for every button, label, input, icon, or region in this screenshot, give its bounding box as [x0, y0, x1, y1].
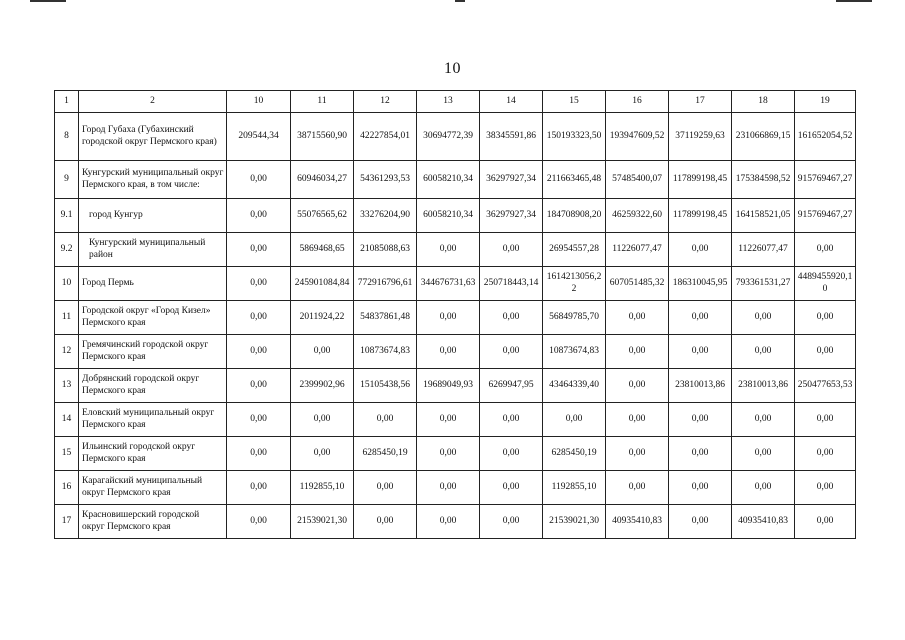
value-cell: 43464339,40 — [543, 369, 606, 403]
value-cell: 0,00 — [795, 335, 856, 369]
value-cell: 0,00 — [732, 471, 795, 505]
value-cell: 0,00 — [480, 471, 543, 505]
value-cell: 38345591,86 — [480, 113, 543, 161]
budget-table — [54, 90, 856, 539]
value-cell: 0,00 — [606, 301, 669, 335]
row-number: 9 — [55, 161, 79, 199]
value-cell: 0,00 — [606, 403, 669, 437]
value-cell: 0,00 — [227, 267, 291, 301]
value-cell: 21539021,30 — [543, 505, 606, 539]
table-row — [55, 369, 856, 403]
value-cell: 38715560,90 — [291, 113, 354, 161]
value-cell: 57485400,07 — [606, 161, 669, 199]
value-cell: 21539021,30 — [291, 505, 354, 539]
value-cell: 0,00 — [732, 335, 795, 369]
value-cell: 26954557,28 — [543, 233, 606, 267]
municipality-name: Кунгурский муниципальный округ Пермского края, в том числе: — [79, 161, 227, 199]
table-row — [55, 335, 856, 369]
column-header: 14 — [480, 91, 543, 113]
value-cell: 250477653,53 — [795, 369, 856, 403]
value-cell: 0,00 — [417, 471, 480, 505]
value-cell: 0,00 — [606, 369, 669, 403]
value-cell: 6269947,95 — [480, 369, 543, 403]
value-cell: 0,00 — [795, 301, 856, 335]
table-body — [55, 91, 856, 539]
value-cell: 56849785,70 — [543, 301, 606, 335]
municipality-name: Красновишерский городской округ Пермского края — [79, 505, 227, 539]
value-cell: 117899198,45 — [669, 199, 732, 233]
municipality-name: Город Пермь — [79, 267, 227, 301]
value-cell: 607051485,32 — [606, 267, 669, 301]
page-number: 10 — [444, 60, 461, 77]
value-cell: 0,00 — [480, 505, 543, 539]
value-cell: 0,00 — [417, 403, 480, 437]
value-cell: 0,00 — [795, 505, 856, 539]
table-row — [55, 267, 856, 301]
column-header: 18 — [732, 91, 795, 113]
value-cell: 0,00 — [795, 437, 856, 471]
value-cell: 209544,34 — [227, 113, 291, 161]
value-cell: 42227854,01 — [354, 113, 417, 161]
value-cell: 0,00 — [227, 437, 291, 471]
column-header: 10 — [227, 91, 291, 113]
scan-mark-right — [836, 0, 872, 2]
column-header: 2 — [79, 91, 227, 113]
value-cell: 15105438,56 — [354, 369, 417, 403]
value-cell: 37119259,63 — [669, 113, 732, 161]
table-row — [55, 199, 856, 233]
value-cell: 344676731,63 — [417, 267, 480, 301]
row-number: 17 — [55, 505, 79, 539]
value-cell: 0,00 — [480, 301, 543, 335]
row-number: 16 — [55, 471, 79, 505]
municipality-name: Кунгурский муниципальный район — [79, 233, 227, 267]
table-row — [55, 471, 856, 505]
value-cell: 0,00 — [732, 301, 795, 335]
value-cell: 0,00 — [480, 335, 543, 369]
value-cell: 10873674,83 — [354, 335, 417, 369]
value-cell: 117899198,45 — [669, 161, 732, 199]
value-cell: 0,00 — [732, 403, 795, 437]
value-cell: 60058210,34 — [417, 199, 480, 233]
row-number: 13 — [55, 369, 79, 403]
value-cell: 0,00 — [227, 199, 291, 233]
value-cell: 0,00 — [291, 403, 354, 437]
value-cell: 0,00 — [480, 233, 543, 267]
value-cell: 10873674,83 — [543, 335, 606, 369]
value-cell: 0,00 — [795, 471, 856, 505]
value-cell: 0,00 — [227, 161, 291, 199]
value-cell: 0,00 — [606, 471, 669, 505]
value-cell: 0,00 — [669, 403, 732, 437]
municipality-name: Карагайский муниципальный округ Пермского края — [79, 471, 227, 505]
row-number: 9.2 — [55, 233, 79, 267]
value-cell: 0,00 — [227, 233, 291, 267]
value-cell: 231066869,15 — [732, 113, 795, 161]
value-cell: 0,00 — [543, 403, 606, 437]
value-cell: 0,00 — [606, 437, 669, 471]
row-number: 12 — [55, 335, 79, 369]
value-cell: 6285450,19 — [354, 437, 417, 471]
value-cell: 40935410,83 — [732, 505, 795, 539]
value-cell: 46259322,60 — [606, 199, 669, 233]
municipality-name: Добрянский городской округ Пермского края — [79, 369, 227, 403]
value-cell: 0,00 — [227, 369, 291, 403]
value-cell: 0,00 — [417, 233, 480, 267]
row-number: 9.1 — [55, 199, 79, 233]
value-cell: 36297927,34 — [480, 199, 543, 233]
value-cell: 0,00 — [354, 403, 417, 437]
value-cell: 1614213056,22 — [543, 267, 606, 301]
value-cell: 0,00 — [669, 437, 732, 471]
value-cell: 0,00 — [669, 505, 732, 539]
value-cell: 0,00 — [669, 335, 732, 369]
value-cell: 0,00 — [417, 335, 480, 369]
value-cell: 211663465,48 — [543, 161, 606, 199]
value-cell: 21085088,63 — [354, 233, 417, 267]
column-header: 13 — [417, 91, 480, 113]
value-cell: 2011924,22 — [291, 301, 354, 335]
column-header: 11 — [291, 91, 354, 113]
value-cell: 0,00 — [417, 437, 480, 471]
column-header: 17 — [669, 91, 732, 113]
column-header: 12 — [354, 91, 417, 113]
row-number: 15 — [55, 437, 79, 471]
value-cell: 0,00 — [417, 505, 480, 539]
value-cell: 0,00 — [795, 403, 856, 437]
value-cell: 250718443,14 — [480, 267, 543, 301]
value-cell: 193947609,52 — [606, 113, 669, 161]
value-cell: 0,00 — [732, 437, 795, 471]
value-cell: 150193323,50 — [543, 113, 606, 161]
municipality-name: Гремячинский городской округ Пермского края — [79, 335, 227, 369]
value-cell: 5869468,65 — [291, 233, 354, 267]
value-cell: 54361293,53 — [354, 161, 417, 199]
municipality-name: город Кунгур — [79, 199, 227, 233]
municipality-name: Еловский муниципальный округ Пермского края — [79, 403, 227, 437]
value-cell: 2399902,96 — [291, 369, 354, 403]
value-cell: 161652054,52 — [795, 113, 856, 161]
value-cell: 0,00 — [354, 471, 417, 505]
value-cell: 1192855,10 — [543, 471, 606, 505]
value-cell: 33276204,90 — [354, 199, 417, 233]
value-cell: 23810013,86 — [669, 369, 732, 403]
value-cell: 11226077,47 — [606, 233, 669, 267]
municipality-name: Город Губаха (Губахинский городской округ Пермского края) — [79, 113, 227, 161]
column-header: 19 — [795, 91, 856, 113]
value-cell: 0,00 — [795, 233, 856, 267]
table-row — [55, 403, 856, 437]
value-cell: 0,00 — [669, 233, 732, 267]
value-cell: 55076565,62 — [291, 199, 354, 233]
column-header: 15 — [543, 91, 606, 113]
value-cell: 0,00 — [227, 471, 291, 505]
value-cell: 60946034,27 — [291, 161, 354, 199]
value-cell: 0,00 — [606, 335, 669, 369]
table-row — [55, 505, 856, 539]
row-number: 10 — [55, 267, 79, 301]
row-number: 14 — [55, 403, 79, 437]
value-cell: 184708908,20 — [543, 199, 606, 233]
value-cell: 0,00 — [669, 471, 732, 505]
value-cell: 164158521,05 — [732, 199, 795, 233]
value-cell: 0,00 — [291, 335, 354, 369]
table-header-row — [55, 91, 856, 113]
value-cell: 915769467,27 — [795, 161, 856, 199]
table-row — [55, 233, 856, 267]
value-cell: 0,00 — [227, 335, 291, 369]
value-cell: 0,00 — [480, 437, 543, 471]
value-cell: 0,00 — [417, 301, 480, 335]
value-cell: 4489455920,10 — [795, 267, 856, 301]
value-cell: 30694772,39 — [417, 113, 480, 161]
value-cell: 0,00 — [227, 301, 291, 335]
value-cell: 793361531,27 — [732, 267, 795, 301]
value-cell: 36297927,34 — [480, 161, 543, 199]
municipality-name: Ильинский городской округ Пермского края — [79, 437, 227, 471]
municipality-name: Городской округ «Город Кизел» Пермского края — [79, 301, 227, 335]
value-cell: 11226077,47 — [732, 233, 795, 267]
value-cell: 6285450,19 — [543, 437, 606, 471]
value-cell: 19689049,93 — [417, 369, 480, 403]
value-cell: 915769467,27 — [795, 199, 856, 233]
value-cell: 0,00 — [291, 437, 354, 471]
table-row — [55, 301, 856, 335]
value-cell: 245901084,84 — [291, 267, 354, 301]
scan-mark-center — [455, 0, 465, 2]
value-cell: 0,00 — [669, 301, 732, 335]
value-cell: 54837861,48 — [354, 301, 417, 335]
value-cell: 0,00 — [227, 505, 291, 539]
scan-mark-left — [30, 0, 66, 2]
column-header: 1 — [55, 91, 79, 113]
value-cell: 40935410,83 — [606, 505, 669, 539]
value-cell: 0,00 — [480, 403, 543, 437]
value-cell: 772916796,61 — [354, 267, 417, 301]
value-cell: 1192855,10 — [291, 471, 354, 505]
table-row — [55, 437, 856, 471]
column-header: 16 — [606, 91, 669, 113]
value-cell: 23810013,86 — [732, 369, 795, 403]
table-row — [55, 161, 856, 199]
value-cell: 175384598,52 — [732, 161, 795, 199]
value-cell: 0,00 — [227, 403, 291, 437]
value-cell: 186310045,95 — [669, 267, 732, 301]
row-number: 8 — [55, 113, 79, 161]
value-cell: 60058210,34 — [417, 161, 480, 199]
value-cell: 0,00 — [354, 505, 417, 539]
row-number: 11 — [55, 301, 79, 335]
table-row — [55, 113, 856, 161]
